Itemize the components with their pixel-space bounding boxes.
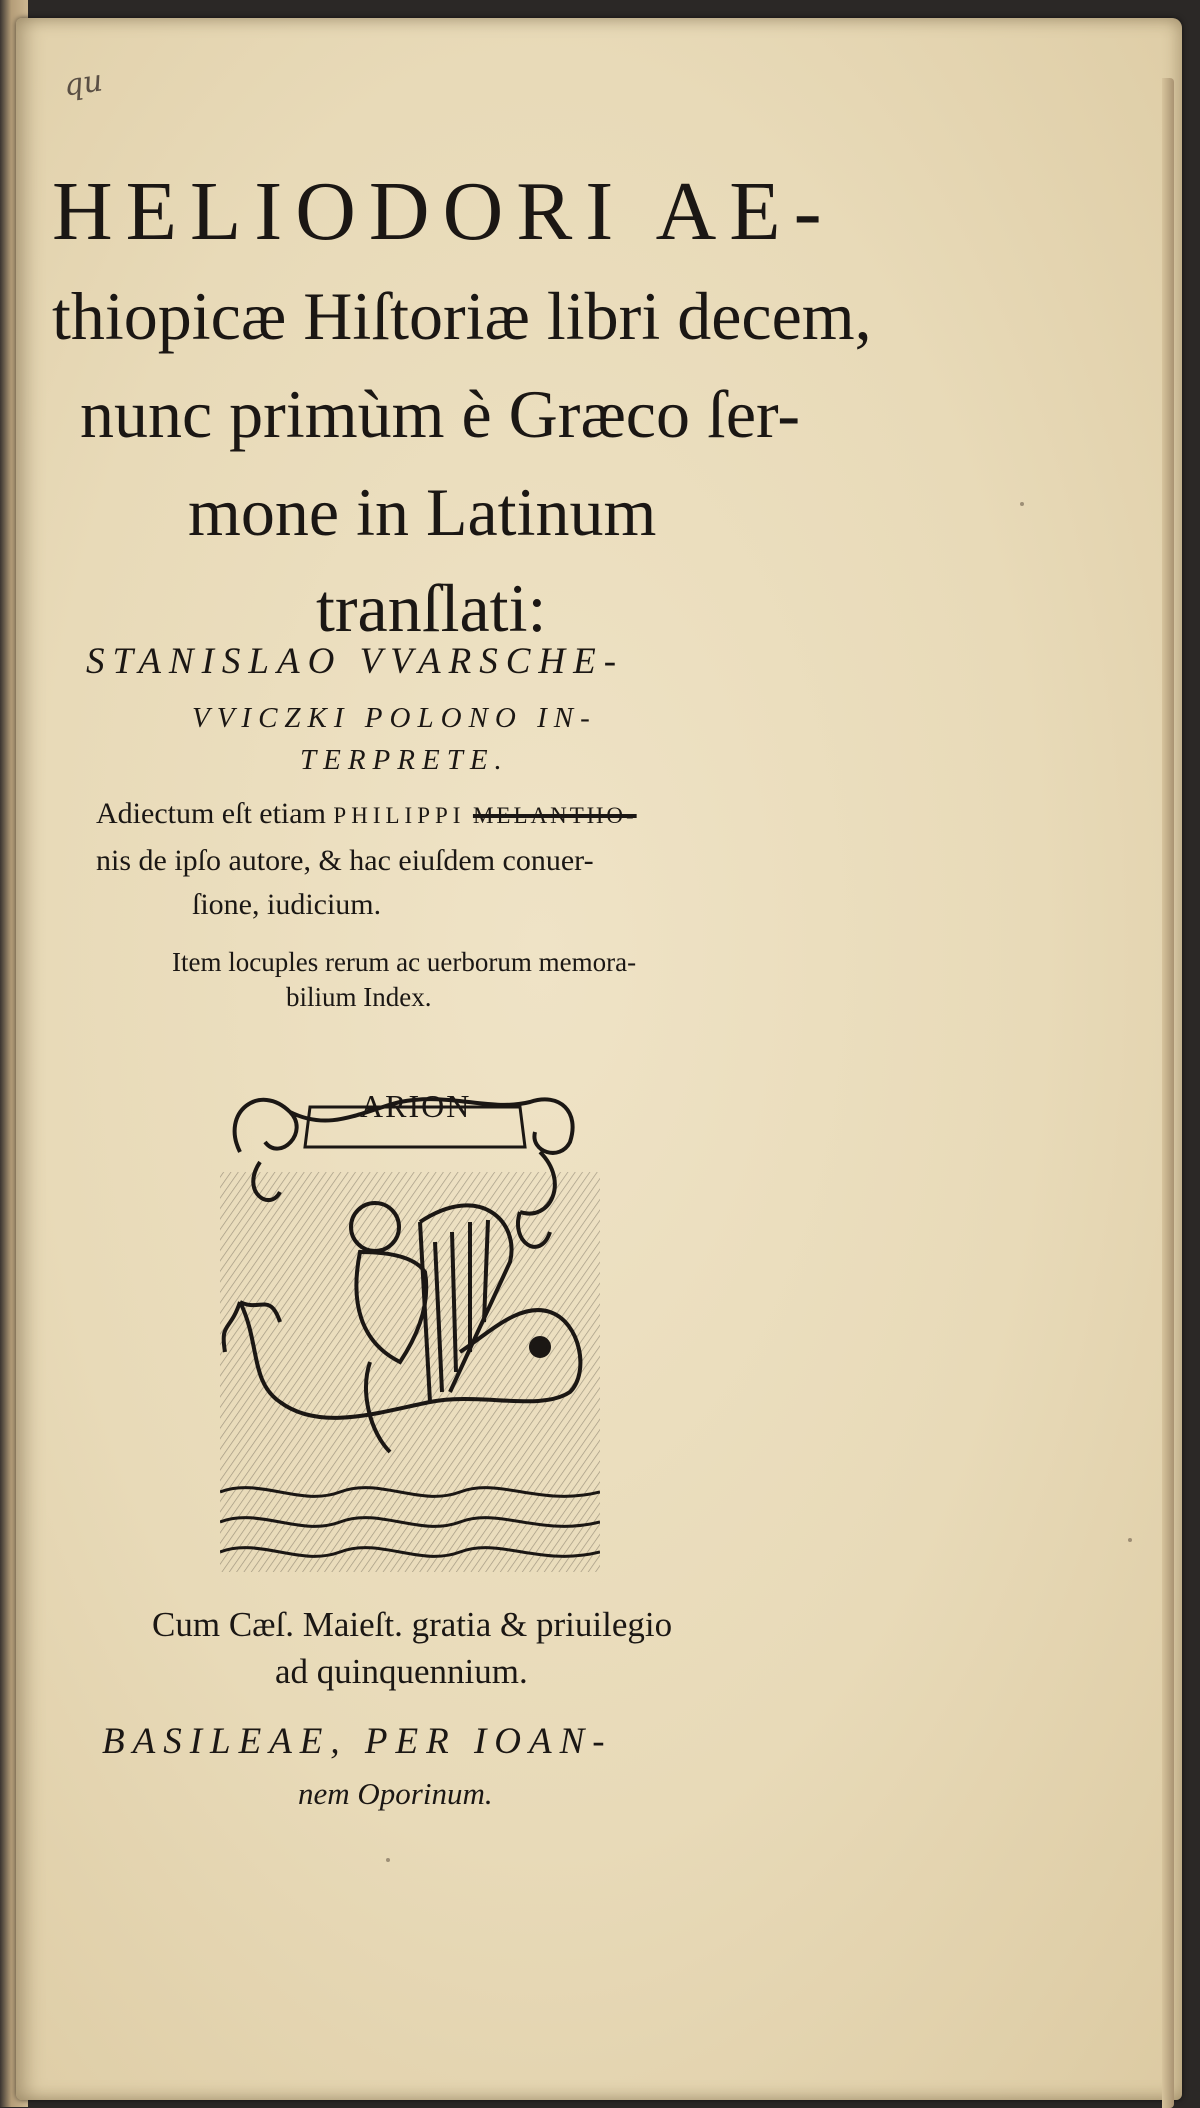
title-line-1: HELIODORI AE- xyxy=(52,165,835,258)
translator-line-2: VVICZKI POLONO IN- xyxy=(192,702,597,734)
index-line-2: bilium Index. xyxy=(286,982,432,1012)
adjectum-prefix: Adiectum eſt etiam xyxy=(96,797,326,830)
translator-line-1: STANISLAO VVARSCHE- xyxy=(86,641,625,682)
adjectum-line-2: nis de ipſo autore, & hac eiuſdem conuer- xyxy=(96,844,594,877)
paper-speck xyxy=(1128,1538,1132,1542)
privilege-line-1: Cum Cæſ. Maieſt. gratia & priuilegio xyxy=(152,1605,673,1644)
struck-out-name: MELANTHO- xyxy=(472,803,637,828)
title-line-5: tranſlati: xyxy=(316,570,547,646)
adjectum-line-1 xyxy=(96,797,637,831)
imprint-line-1: BASILEAE, PER IOAN- xyxy=(102,1721,613,1762)
author-name-caps: PHILIPPI xyxy=(333,803,466,828)
title-line-4: mone in Latinum xyxy=(188,474,657,550)
privilege-line-2: ad quinquennium. xyxy=(275,1652,528,1691)
imprint-line-2: nem Oporinum. xyxy=(298,1776,493,1811)
index-line-1: Item locuples rerum ac uerborum memora- xyxy=(172,947,637,977)
title-line-2: thiopicæ Hiſtoriæ libri decem, xyxy=(52,278,872,354)
translator-line-3: TERPRETE. xyxy=(300,744,509,776)
printers-device-woodcut xyxy=(220,1072,600,1572)
adjectum-line-3: ſione, iudicium. xyxy=(192,888,382,921)
handwritten-note: qu xyxy=(61,63,105,104)
device-motto: ARION xyxy=(360,1088,472,1124)
title-line-3: nunc primùm è Græco ſer- xyxy=(80,376,800,452)
paper-speck xyxy=(1020,502,1024,506)
paper-speck xyxy=(386,1858,390,1862)
page-fore-edge xyxy=(1162,78,1174,2108)
